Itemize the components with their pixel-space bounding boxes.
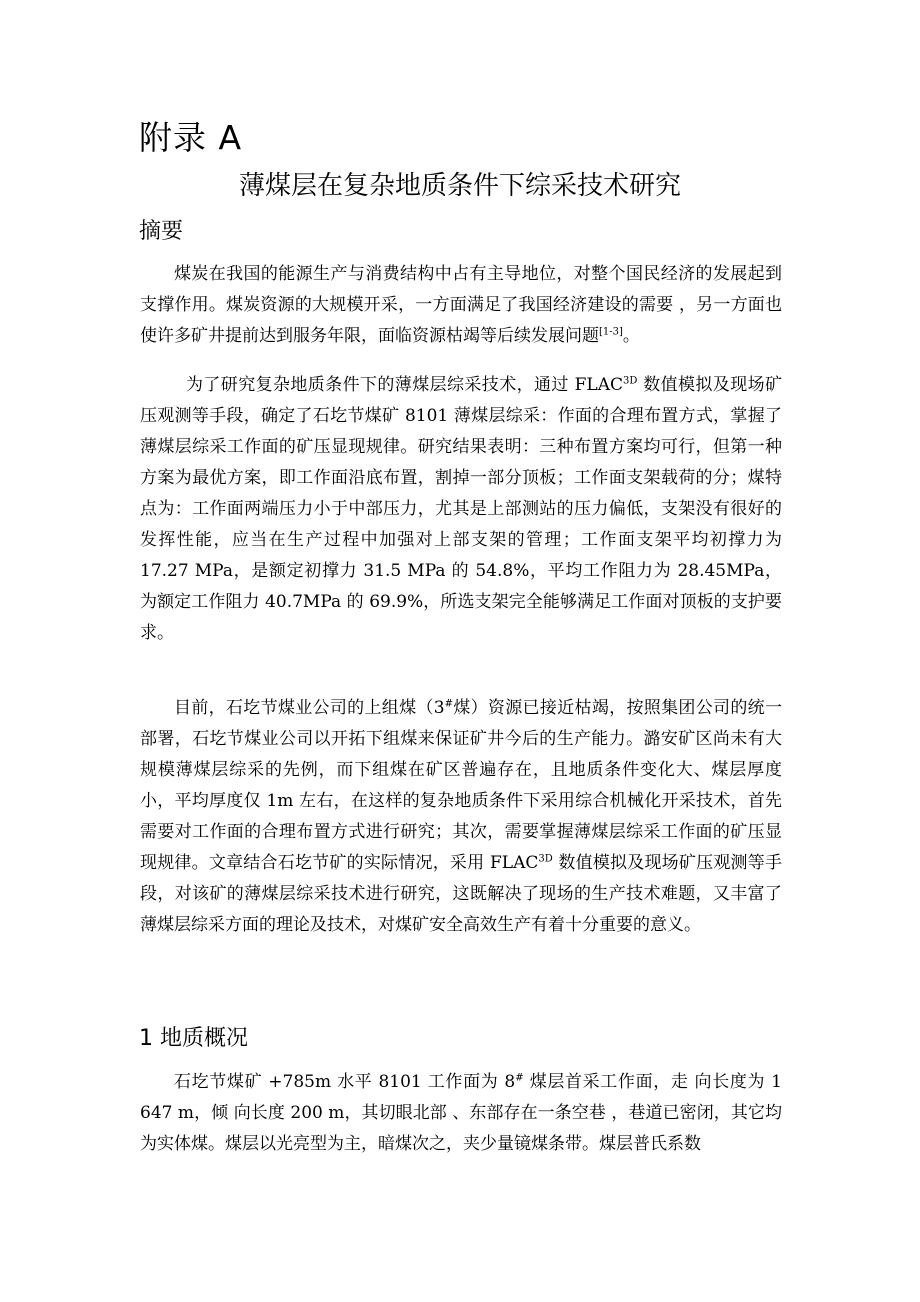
abstract-paragraph-3-after: 数值模拟及现场矿压观测等手段，对该矿的薄煤层综采技术进行研究，这既解决了现场的生产技术难题，又丰富了薄煤层综采方面的理论及技术，对煤矿安全高效生产有着十分重要的意义。 — [140, 853, 782, 935]
abstract-paragraph-1 — [140, 259, 782, 352]
abstract-paragraph-2 — [140, 370, 782, 649]
superscript-hash: # — [444, 698, 453, 710]
geology-heading: 1 地质概况 — [139, 1026, 248, 1051]
abstract-heading: 摘要 — [139, 219, 184, 244]
superscript-3d: 3D — [538, 853, 553, 865]
abstract-paragraph-3-before: 目前，石圪节煤业公司的上组煤（3 — [174, 698, 445, 718]
citation-ref: [1-3] — [599, 326, 623, 338]
superscript-hash: # — [515, 1072, 524, 1084]
appendix-title: 附录 A — [139, 118, 243, 157]
abstract-paragraph-2-before: 为了研究复杂地质条件下的薄煤层综采技术，通过 FLAC — [186, 375, 623, 395]
abstract-paragraph-1-text: 煤炭在我国的能源生产与消费结构中占有主导地位，对整个国民经济的发展起到支撑作用。煤炭资源的大规模开采，一方面满足了我国经济建设的需要 ，另一方面也使许多矿井提前达到服务年限，面临资源枯竭等后续发展问题 — [140, 264, 782, 346]
paper-title: 薄煤层在复杂地质条件下综采技术研究 — [238, 171, 681, 201]
abstract-paragraph-1-end: 。 — [622, 326, 640, 346]
superscript-3d: 3D — [623, 375, 638, 387]
abstract-paragraph-3-mid: 煤）资源已接近枯竭，按照集团公司的统一部署，石圪节煤业公司以开拓下组煤来保证矿井今后的生产能力。潞安矿区尚未有大规模薄煤层综采的先例，而下组煤在矿区普遍存在，且地质条件变化大、煤层厚度小，平均厚度仅 1m 左右，在这样的复杂地质条件下采用综合机械化开采技术，首先需要对工作面的合理布置方式进行研究；其次，需要掌握薄煤层综采工作面的矿压显现规律。文章结合石圪节矿的实际情况，采用 FLAC — [140, 698, 782, 873]
geology-paragraph-1-before: 石圪节煤矿 +785m 水平 8101 工作面为 8 — [174, 1072, 516, 1092]
abstract-paragraph-3 — [140, 693, 782, 941]
abstract-paragraph-2-after: 数值模拟及现场矿压观测等手段，确定了石圪节煤矿 8101 薄煤层综采：作面的合理布置方式，掌握了薄煤层综采工作面的矿压显现规律。研究结果表明：三种布置方案均可行，但第一种方案为最优方案，即工作面沿底布置，割掉一部分顶板；工作面支架载荷的分；煤特点为：工作面两端压力小于中部压力，尤其是上部测站的压力偏低，支架没有很好的发挥性能，应当在生产过程中加强对上部支架的管理；工作面支架平均初撑力为 17.27 MPa，是额定初撑力 31.5 MPa 的 54.8%，平均工作阻力为 28.45MPa，为额定工作阻力 40.7MPa 的 69.9%，所选支架完全能够满足工作面对顶板的支护要求。 — [140, 375, 782, 643]
geology-paragraph-1 — [140, 1067, 782, 1160]
geology-paragraph-1-after: 煤层首采工作面，走 向长度为 1 647 m，倾 向长度 200 m，其切眼北部 、东部存在一条空巷 ，巷道已密闭，其它均为实体煤。煤层以光亮型为主，暗煤次之，夹少量镜煤条带。煤层普氏系数 — [140, 1072, 782, 1154]
